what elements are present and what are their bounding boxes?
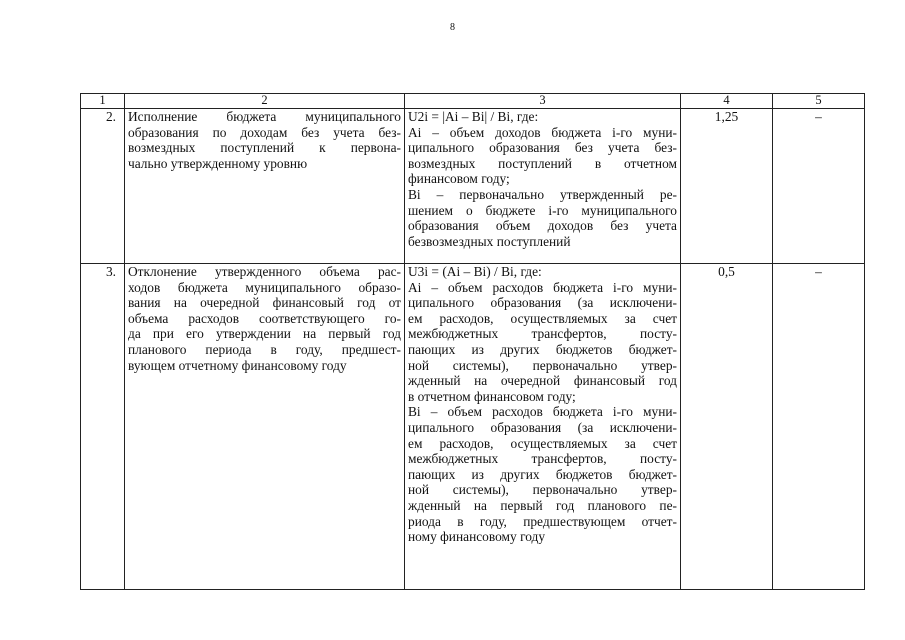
explanation-line: пающих из других бюджетов бюджет- xyxy=(408,466,677,482)
explanation-line: ем расходов, осуществляемых за счет xyxy=(408,435,677,451)
indicator-formula xyxy=(405,264,681,590)
table-row xyxy=(81,109,865,264)
description-line: образования по доходам без учета без- xyxy=(128,124,401,140)
explanation-line: ному финансовому году xyxy=(408,529,546,545)
header-cell-2: 2 xyxy=(125,94,405,109)
row-number: 2. xyxy=(81,109,125,264)
explanation-line: Ai – объем доходов бюджета i-го муни- xyxy=(408,124,677,140)
page-number: 8 xyxy=(450,22,455,33)
explanation-line: межбюджетных трансфертов, посту- xyxy=(408,326,677,342)
explanation-line: ципального образования (за исключени- xyxy=(408,295,677,311)
header-cell-1: 1 xyxy=(81,94,125,109)
explanation-line: Ai – объем расходов бюджета i-го муни- xyxy=(408,279,677,295)
explanation-line: пающих из других бюджетов бюджет- xyxy=(408,341,677,357)
explanation-line: в отчетном финансовом году; xyxy=(408,388,576,404)
indicator-description xyxy=(125,109,405,264)
formula-line: U3i = (Ai – Bi) / Bi, где: xyxy=(408,264,542,279)
indicator-description xyxy=(125,264,405,590)
explanation-line: межбюджетных трансфертов, посту- xyxy=(408,451,677,467)
description-line: Исполнение бюджета муниципального xyxy=(128,109,401,124)
table-header-row xyxy=(81,94,865,109)
description-line: ходов бюджета муниципального образо- xyxy=(128,279,401,295)
description-line: возмездных поступлений к первона- xyxy=(128,140,401,156)
description-line: чально утвержденному уровню xyxy=(128,155,308,171)
explanation-line: безвозмездных поступлений xyxy=(408,233,571,249)
column-5-value: – xyxy=(773,264,865,590)
description-line: Отклонение утвержденного объема рас- xyxy=(128,264,401,279)
header-cell-3: 3 xyxy=(405,94,681,109)
indicators-table xyxy=(80,93,865,590)
weight-value: 1,25 xyxy=(681,109,773,264)
description-line: да при его утверждении на первый год xyxy=(128,326,401,342)
header-cell-5: 5 xyxy=(773,94,865,109)
description-line: вующем отчетному финансовому году xyxy=(128,357,347,373)
formula-line: U2i = |Ai – Bi| / Bi, где: xyxy=(408,109,539,124)
indicator-formula xyxy=(405,109,681,264)
explanation-line: Bi – первоначально утвержденный ре- xyxy=(408,186,677,202)
column-5-value: – xyxy=(773,109,865,264)
header-cell-4: 4 xyxy=(681,94,773,109)
explanation-line: ем расходов, осуществляемых за счет xyxy=(408,310,677,326)
explanation-line: возмездных поступлений в отчетном xyxy=(408,155,677,171)
weight-value: 0,5 xyxy=(681,264,773,590)
description-line: вания на очередной финансовый год от xyxy=(128,295,401,311)
explanation-line: ной системы), первоначально утвер- xyxy=(408,357,677,373)
row-number: 3. xyxy=(81,264,125,590)
explanation-line: жденный на первый год планового пе- xyxy=(408,497,677,513)
explanation-line: образования объем доходов без учета xyxy=(408,218,677,234)
explanation-line: ципального образования (за исключени- xyxy=(408,419,677,435)
description-line: объема расходов соответствующего го- xyxy=(128,310,401,326)
explanation-line: ной системы), первоначально утвер- xyxy=(408,482,677,498)
explanation-line: финансовом году; xyxy=(408,171,510,187)
explanation-line: риода в году, предшествующем отчет- xyxy=(408,513,677,529)
explanation-line: шением о бюджете i-го муниципального xyxy=(408,202,677,218)
explanation-line: ципального образования без учета без- xyxy=(408,140,677,156)
explanation-line: жденный на очередной финансовый год xyxy=(408,373,677,389)
table-row xyxy=(81,264,865,590)
description-line: планового периода в году, предшест- xyxy=(128,341,401,357)
explanation-line: Bi – объем расходов бюджета i-го муни- xyxy=(408,404,677,420)
